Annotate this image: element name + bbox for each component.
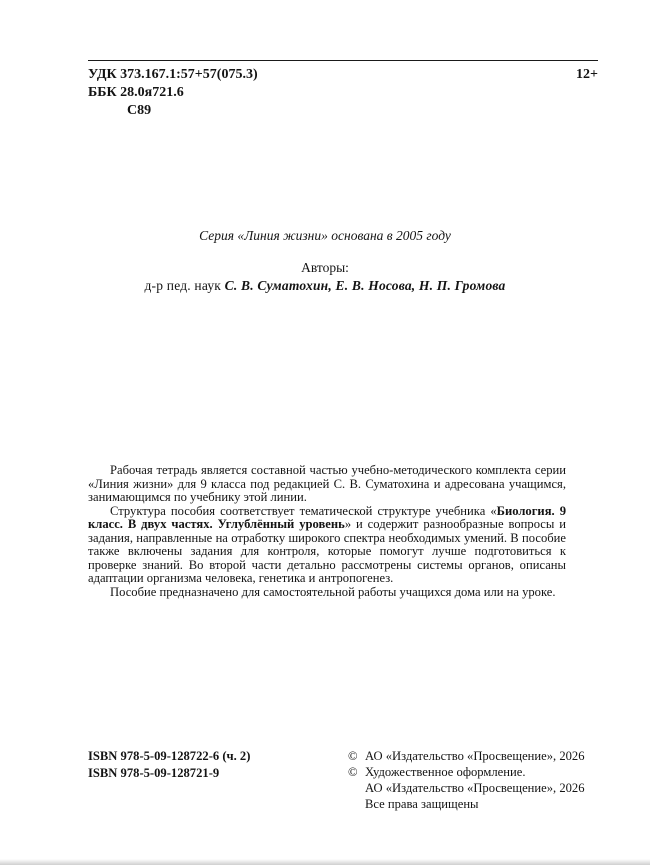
authors-line — [0, 278, 650, 294]
copyright-indent — [348, 780, 365, 796]
book-title-segment: Биология. 9 класс. В двух частях. Углублённый уровень — [88, 503, 566, 531]
authors-names: С. В. Суматохин, Е. В. Носова, Н. П. Громова — [224, 278, 506, 293]
top-rule — [88, 60, 598, 61]
text-segment: » и содержит разнообразные вопросы и задания, направленные на отработку широкого спектра необходимых умений. В пособие также включены задания для контроля, которые помогут лучше подготовиться к проверке знаний. Во второй части детально рассмотрены системы органов, описаны адаптации организма человека, генетика и антропогенез. — [88, 517, 566, 585]
annotation-paragraph — [88, 464, 566, 505]
copyright-text: Художественное оформление. — [365, 765, 526, 779]
authors-heading: Авторы: — [301, 260, 349, 275]
isbn-block — [88, 748, 250, 782]
copyright-line — [348, 780, 600, 796]
copyright-line — [348, 764, 600, 780]
copyright-symbol: © — [348, 749, 358, 763]
imprint-footer — [88, 748, 600, 812]
bbk-code: ББК 28.0я721.6 — [88, 85, 184, 100]
age-rating-badge: 12+ — [576, 67, 598, 82]
bibliographic-codes — [88, 66, 258, 120]
annotation-paragraph — [88, 505, 566, 586]
copyright-text: Все права защищены — [365, 797, 479, 811]
authors-prefix: д-р пед. наук — [144, 278, 225, 293]
page-edge-shadow — [0, 859, 650, 865]
isbn-line-common: ISBN 978-5-09-128721-9 — [88, 766, 220, 780]
copyright-text: АО «Издательство «Просвещение», 2026 — [365, 749, 585, 763]
copyright-indent — [348, 796, 365, 812]
text-segment: Пособие предназначено для самостоятельной работы учащихся дома или на уроке. — [110, 584, 556, 599]
copyright-symbol: © — [348, 765, 358, 779]
copyright-text: АО «Издательство «Просвещение», 2026 — [365, 781, 585, 795]
bibliographic-header — [88, 66, 598, 120]
annotation — [88, 464, 566, 599]
author-sign: С89 — [127, 103, 152, 118]
text-segment: Структура пособия соответствует тематической структуре учебника « — [110, 503, 497, 518]
copyright-line — [348, 796, 600, 812]
copyright-line — [348, 748, 600, 764]
series-note: Серия «Линия жизни» основана в 2005 году — [199, 228, 451, 243]
udk-code: УДК 373.167.1:57+57(075.3) — [88, 67, 258, 82]
annotation-paragraph — [88, 586, 566, 600]
isbn-line-part2: ISBN 978-5-09-128722-6 (ч. 2) — [88, 749, 251, 763]
text-segment: Рабочая тетрадь является составной частью учебно-методического комплекта серии «Линия жизни» для 9 класса под редакцией С. В. Суматохина и адресована учащимся, занимающимся по учебнику этой линии. — [88, 463, 566, 504]
copyright-block — [348, 748, 600, 812]
